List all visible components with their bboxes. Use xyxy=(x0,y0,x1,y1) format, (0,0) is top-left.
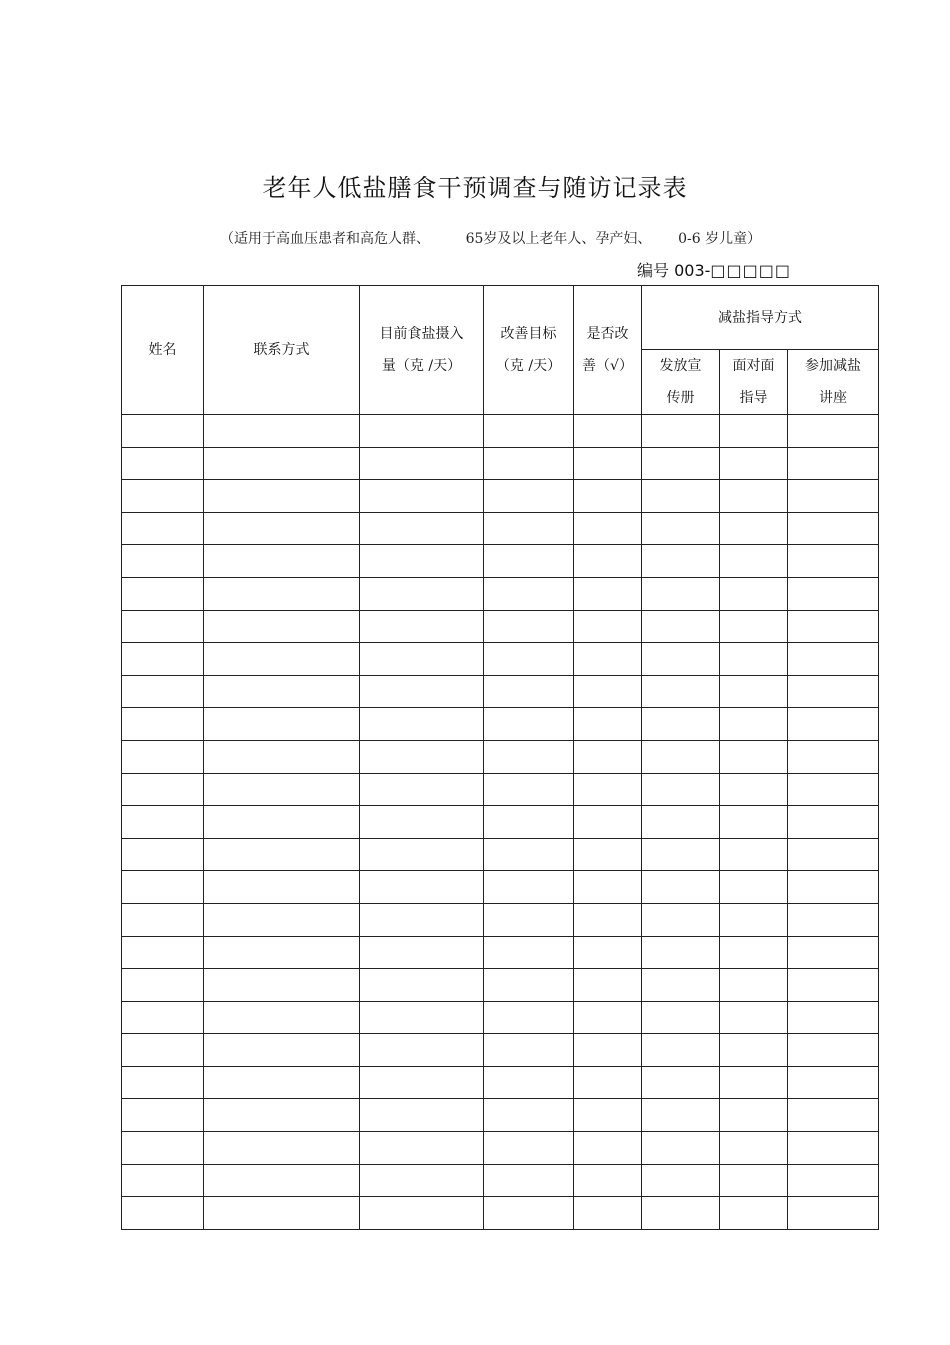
cell-contact[interactable] xyxy=(204,903,360,936)
cell-contact[interactable] xyxy=(204,447,360,480)
header-guidance: 减盐指导方式 xyxy=(642,286,879,350)
cell-face-to-face[interactable] xyxy=(720,447,788,480)
cell-lecture[interactable] xyxy=(788,577,879,610)
cell-lecture[interactable] xyxy=(788,740,879,773)
cell-contact[interactable] xyxy=(204,480,360,513)
cell-goal[interactable] xyxy=(484,447,574,480)
cell-improved[interactable] xyxy=(574,675,642,708)
table-row xyxy=(122,806,879,839)
cell-name[interactable] xyxy=(122,806,204,839)
cell-brochure[interactable] xyxy=(642,577,720,610)
cell-contact[interactable] xyxy=(204,1197,360,1230)
cell-intake[interactable] xyxy=(360,1132,484,1165)
table-row xyxy=(122,1099,879,1132)
cell-improved[interactable] xyxy=(574,447,642,480)
cell-brochure[interactable] xyxy=(642,773,720,806)
cell-brochure[interactable] xyxy=(642,838,720,871)
cell-improved[interactable] xyxy=(574,480,642,513)
cell-face-to-face[interactable] xyxy=(720,740,788,773)
cell-brochure[interactable] xyxy=(642,1197,720,1230)
cell-contact[interactable] xyxy=(204,806,360,839)
cell-intake[interactable] xyxy=(360,903,484,936)
cell-face-to-face[interactable] xyxy=(720,1164,788,1197)
table-row xyxy=(122,1001,879,1034)
cell-improved[interactable] xyxy=(574,871,642,904)
cell-goal[interactable] xyxy=(484,1001,574,1034)
cell-contact[interactable] xyxy=(204,871,360,904)
cell-goal[interactable] xyxy=(484,871,574,904)
cell-brochure[interactable] xyxy=(642,447,720,480)
cell-brochure[interactable] xyxy=(642,512,720,545)
cell-contact[interactable] xyxy=(204,1001,360,1034)
cell-brochure[interactable] xyxy=(642,675,720,708)
cell-face-to-face[interactable] xyxy=(720,480,788,513)
cell-name[interactable] xyxy=(122,936,204,969)
table-row xyxy=(122,740,879,773)
cell-lecture[interactable] xyxy=(788,1066,879,1099)
cell-contact[interactable] xyxy=(204,1034,360,1067)
table-row xyxy=(122,708,879,741)
cell-lecture[interactable] xyxy=(788,871,879,904)
table-row xyxy=(122,1164,879,1197)
cell-face-to-face[interactable] xyxy=(720,512,788,545)
cell-improved[interactable] xyxy=(574,512,642,545)
cell-intake[interactable] xyxy=(360,643,484,676)
header-brochure: 发放宣 传册 xyxy=(642,350,720,415)
cell-lecture[interactable] xyxy=(788,643,879,676)
cell-name[interactable] xyxy=(122,643,204,676)
cell-intake[interactable] xyxy=(360,1066,484,1099)
cell-brochure[interactable] xyxy=(642,1132,720,1165)
header-goal: 改善目标 （克 /天） xyxy=(484,286,574,415)
cell-face-to-face[interactable] xyxy=(720,969,788,1002)
cell-brochure[interactable] xyxy=(642,1034,720,1067)
cell-name[interactable] xyxy=(122,1001,204,1034)
header-face-to-face: 面对面 指导 xyxy=(720,350,788,415)
table-row xyxy=(122,415,879,448)
cell-lecture[interactable] xyxy=(788,1034,879,1067)
cell-goal[interactable] xyxy=(484,415,574,448)
cell-face-to-face[interactable] xyxy=(720,806,788,839)
cell-brochure[interactable] xyxy=(642,1066,720,1099)
form-code-label: 编号 003- xyxy=(637,261,711,280)
cell-contact[interactable] xyxy=(204,675,360,708)
cell-face-to-face[interactable] xyxy=(720,545,788,578)
table-row xyxy=(122,643,879,676)
table-row xyxy=(122,1034,879,1067)
cell-face-to-face[interactable] xyxy=(720,1066,788,1099)
cell-contact[interactable] xyxy=(204,610,360,643)
cell-name[interactable] xyxy=(122,903,204,936)
cell-goal[interactable] xyxy=(484,577,574,610)
cell-intake[interactable] xyxy=(360,773,484,806)
subtitle: （适用于高血压患者和高危人群、 65岁及以上老年人、孕产妇、 0-6 岁儿童） xyxy=(220,231,762,247)
cell-contact[interactable] xyxy=(204,838,360,871)
cell-goal[interactable] xyxy=(484,512,574,545)
cell-goal[interactable] xyxy=(484,838,574,871)
table-row xyxy=(122,577,879,610)
table-row xyxy=(122,773,879,806)
cell-contact[interactable] xyxy=(204,708,360,741)
cell-name[interactable] xyxy=(122,838,204,871)
cell-goal[interactable] xyxy=(484,773,574,806)
cell-lecture[interactable] xyxy=(788,1132,879,1165)
table-row xyxy=(122,838,879,871)
cell-intake[interactable] xyxy=(360,969,484,1002)
cell-intake[interactable] xyxy=(360,1099,484,1132)
cell-goal[interactable] xyxy=(484,610,574,643)
cell-improved[interactable] xyxy=(574,610,642,643)
cell-goal[interactable] xyxy=(484,1099,574,1132)
cell-intake[interactable] xyxy=(360,1164,484,1197)
cell-name[interactable] xyxy=(122,1132,204,1165)
cell-brochure[interactable] xyxy=(642,936,720,969)
cell-intake[interactable] xyxy=(360,545,484,578)
cell-name[interactable] xyxy=(122,480,204,513)
cell-intake[interactable] xyxy=(360,610,484,643)
cell-name[interactable] xyxy=(122,415,204,448)
cell-lecture[interactable] xyxy=(788,903,879,936)
cell-brochure[interactable] xyxy=(642,643,720,676)
cell-improved[interactable] xyxy=(574,1001,642,1034)
cell-name[interactable] xyxy=(122,512,204,545)
cell-name[interactable] xyxy=(122,708,204,741)
table-row xyxy=(122,1197,879,1230)
header-lecture: 参加减盐 讲座 xyxy=(788,350,879,415)
cell-face-to-face[interactable] xyxy=(720,1197,788,1230)
cell-improved[interactable] xyxy=(574,838,642,871)
cell-lecture[interactable] xyxy=(788,969,879,1002)
cell-brochure[interactable] xyxy=(642,708,720,741)
cell-name[interactable] xyxy=(122,1034,204,1067)
table-row xyxy=(122,610,879,643)
cell-improved[interactable] xyxy=(574,1066,642,1099)
cell-lecture[interactable] xyxy=(788,512,879,545)
cell-name[interactable] xyxy=(122,610,204,643)
cell-intake[interactable] xyxy=(360,1034,484,1067)
table-row xyxy=(122,545,879,578)
cell-name[interactable] xyxy=(122,545,204,578)
cell-improved[interactable] xyxy=(574,1164,642,1197)
cell-improved[interactable] xyxy=(574,969,642,1002)
cell-face-to-face[interactable] xyxy=(720,610,788,643)
cell-name[interactable] xyxy=(122,447,204,480)
cell-intake[interactable] xyxy=(360,740,484,773)
table-row xyxy=(122,871,879,904)
cell-improved[interactable] xyxy=(574,643,642,676)
cell-improved[interactable] xyxy=(574,577,642,610)
cell-lecture[interactable] xyxy=(788,545,879,578)
cell-lecture[interactable] xyxy=(788,447,879,480)
cell-contact[interactable] xyxy=(204,577,360,610)
cell-brochure[interactable] xyxy=(642,903,720,936)
table-row xyxy=(122,903,879,936)
cell-name[interactable] xyxy=(122,675,204,708)
cell-brochure[interactable] xyxy=(642,415,720,448)
cell-name[interactable] xyxy=(122,969,204,1002)
cell-face-to-face[interactable] xyxy=(720,415,788,448)
cell-face-to-face[interactable] xyxy=(720,577,788,610)
cell-lecture[interactable] xyxy=(788,1001,879,1034)
cell-intake[interactable] xyxy=(360,936,484,969)
cell-goal[interactable] xyxy=(484,1132,574,1165)
cell-intake[interactable] xyxy=(360,447,484,480)
cell-improved[interactable] xyxy=(574,545,642,578)
cell-name[interactable] xyxy=(122,1099,204,1132)
cell-name[interactable] xyxy=(122,1164,204,1197)
table-row xyxy=(122,1132,879,1165)
header-improved: 是否改 善（√） xyxy=(574,286,642,415)
cell-lecture[interactable] xyxy=(788,838,879,871)
cell-goal[interactable] xyxy=(484,1197,574,1230)
table-row xyxy=(122,1066,879,1099)
page-title: 老年人低盐膳食干预调查与随访记录表 xyxy=(262,174,688,202)
cell-goal[interactable] xyxy=(484,903,574,936)
header-name: 姓名 xyxy=(122,286,204,415)
cell-improved[interactable] xyxy=(574,806,642,839)
cell-intake[interactable] xyxy=(360,871,484,904)
table-row xyxy=(122,480,879,513)
cell-contact[interactable] xyxy=(204,773,360,806)
cell-intake[interactable] xyxy=(360,1001,484,1034)
cell-intake[interactable] xyxy=(360,838,484,871)
table-row xyxy=(122,675,879,708)
cell-lecture[interactable] xyxy=(788,610,879,643)
cell-contact[interactable] xyxy=(204,643,360,676)
cell-face-to-face[interactable] xyxy=(720,708,788,741)
cell-goal[interactable] xyxy=(484,740,574,773)
cell-lecture[interactable] xyxy=(788,773,879,806)
cell-face-to-face[interactable] xyxy=(720,1132,788,1165)
cell-goal[interactable] xyxy=(484,969,574,1002)
cell-face-to-face[interactable] xyxy=(720,1099,788,1132)
cell-intake[interactable] xyxy=(360,806,484,839)
header-intake: 目前食盐摄入 量（克 /天） xyxy=(360,286,484,415)
cell-intake[interactable] xyxy=(360,708,484,741)
cell-contact[interactable] xyxy=(204,545,360,578)
cell-name[interactable] xyxy=(122,577,204,610)
cell-brochure[interactable] xyxy=(642,806,720,839)
cell-goal[interactable] xyxy=(484,1164,574,1197)
table-row xyxy=(122,447,879,480)
cell-improved[interactable] xyxy=(574,1197,642,1230)
cell-contact[interactable] xyxy=(204,740,360,773)
cell-goal[interactable] xyxy=(484,1066,574,1099)
cell-face-to-face[interactable] xyxy=(720,871,788,904)
cell-improved[interactable] xyxy=(574,415,642,448)
cell-brochure[interactable] xyxy=(642,545,720,578)
cell-goal[interactable] xyxy=(484,545,574,578)
cell-lecture[interactable] xyxy=(788,1164,879,1197)
table-row xyxy=(122,969,879,1002)
cell-improved[interactable] xyxy=(574,1132,642,1165)
cell-face-to-face[interactable] xyxy=(720,1034,788,1067)
cell-intake[interactable] xyxy=(360,577,484,610)
cell-lecture[interactable] xyxy=(788,480,879,513)
cell-face-to-face[interactable] xyxy=(720,643,788,676)
cell-lecture[interactable] xyxy=(788,806,879,839)
record-table xyxy=(121,285,879,1230)
cell-contact[interactable] xyxy=(204,1132,360,1165)
form-code xyxy=(637,258,791,281)
cell-brochure[interactable] xyxy=(642,740,720,773)
cell-face-to-face[interactable] xyxy=(720,773,788,806)
header-contact: 联系方式 xyxy=(204,286,360,415)
cell-improved[interactable] xyxy=(574,773,642,806)
cell-goal[interactable] xyxy=(484,1034,574,1067)
cell-intake[interactable] xyxy=(360,512,484,545)
cell-lecture[interactable] xyxy=(788,936,879,969)
cell-contact[interactable] xyxy=(204,1066,360,1099)
cell-lecture[interactable] xyxy=(788,708,879,741)
table-body xyxy=(122,415,879,1230)
cell-lecture[interactable] xyxy=(788,675,879,708)
cell-brochure[interactable] xyxy=(642,1164,720,1197)
cell-intake[interactable] xyxy=(360,1197,484,1230)
cell-brochure[interactable] xyxy=(642,1099,720,1132)
cell-goal[interactable] xyxy=(484,480,574,513)
cell-name[interactable] xyxy=(122,1066,204,1099)
cell-face-to-face[interactable] xyxy=(720,1001,788,1034)
cell-brochure[interactable] xyxy=(642,610,720,643)
cell-face-to-face[interactable] xyxy=(720,936,788,969)
cell-improved[interactable] xyxy=(574,1099,642,1132)
cell-contact[interactable] xyxy=(204,512,360,545)
cell-intake[interactable] xyxy=(360,675,484,708)
cell-lecture[interactable] xyxy=(788,1099,879,1132)
cell-name[interactable] xyxy=(122,740,204,773)
cell-improved[interactable] xyxy=(574,903,642,936)
cell-improved[interactable] xyxy=(574,1034,642,1067)
cell-face-to-face[interactable] xyxy=(720,675,788,708)
cell-contact[interactable] xyxy=(204,415,360,448)
cell-lecture[interactable] xyxy=(788,1197,879,1230)
cell-improved[interactable] xyxy=(574,740,642,773)
cell-improved[interactable] xyxy=(574,936,642,969)
cell-intake[interactable] xyxy=(360,415,484,448)
table-row xyxy=(122,936,879,969)
cell-brochure[interactable] xyxy=(642,1001,720,1034)
cell-improved[interactable] xyxy=(574,708,642,741)
cell-contact[interactable] xyxy=(204,1164,360,1197)
cell-contact[interactable] xyxy=(204,969,360,1002)
cell-contact[interactable] xyxy=(204,936,360,969)
cell-goal[interactable] xyxy=(484,643,574,676)
cell-goal[interactable] xyxy=(484,936,574,969)
cell-name[interactable] xyxy=(122,773,204,806)
cell-lecture[interactable] xyxy=(788,415,879,448)
cell-goal[interactable] xyxy=(484,708,574,741)
cell-brochure[interactable] xyxy=(642,480,720,513)
cell-contact[interactable] xyxy=(204,1099,360,1132)
cell-intake[interactable] xyxy=(360,480,484,513)
form-code-boxes[interactable]: □□□□□ xyxy=(710,261,791,280)
cell-brochure[interactable] xyxy=(642,871,720,904)
cell-face-to-face[interactable] xyxy=(720,903,788,936)
cell-name[interactable] xyxy=(122,871,204,904)
table-row xyxy=(122,512,879,545)
cell-name[interactable] xyxy=(122,1197,204,1230)
cell-face-to-face[interactable] xyxy=(720,838,788,871)
cell-brochure[interactable] xyxy=(642,969,720,1002)
cell-goal[interactable] xyxy=(484,806,574,839)
cell-goal[interactable] xyxy=(484,675,574,708)
